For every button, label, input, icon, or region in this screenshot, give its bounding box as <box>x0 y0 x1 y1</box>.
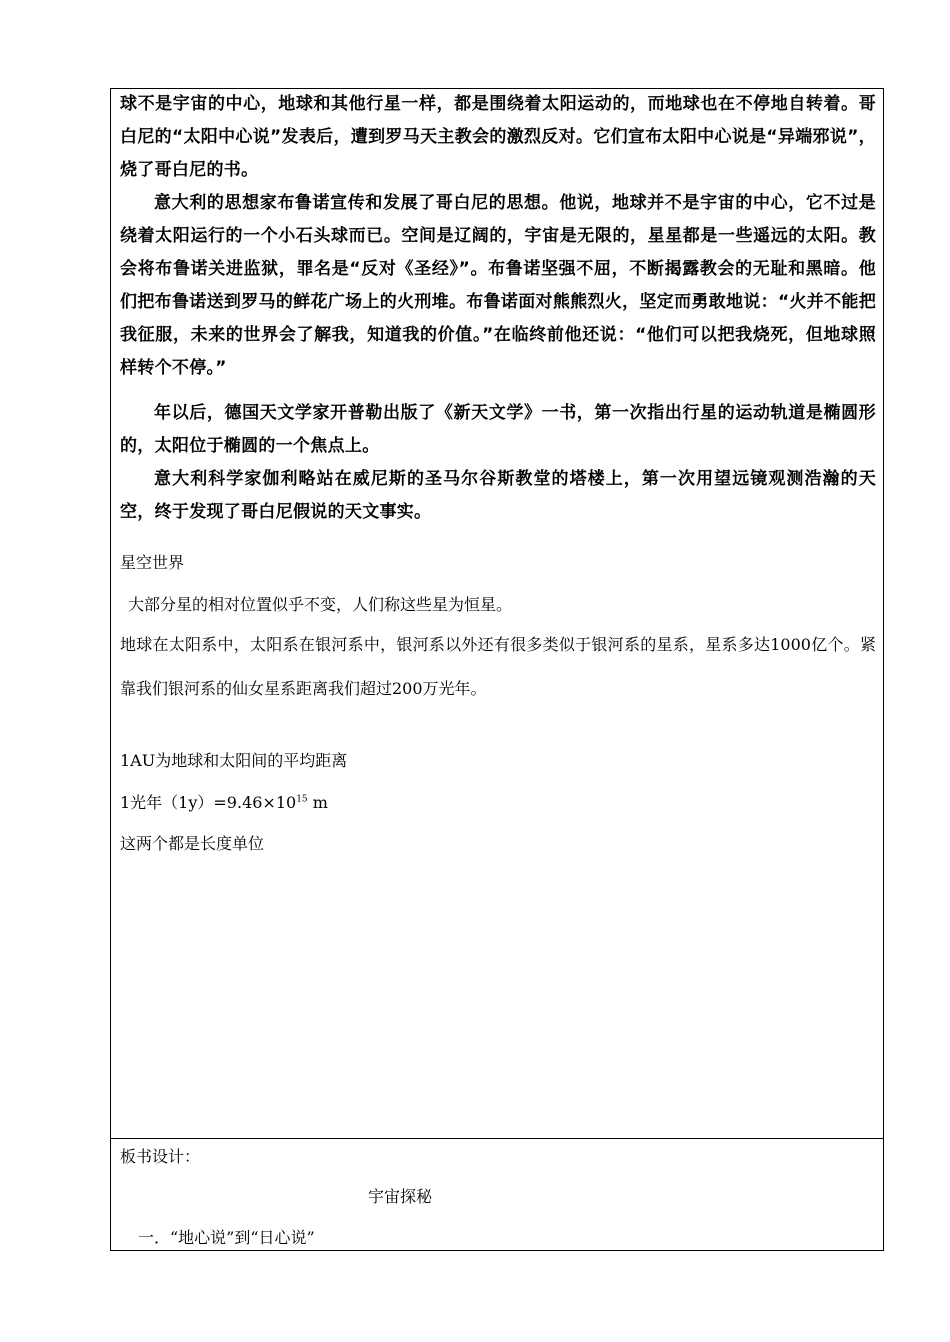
galaxy-text: 地球在太阳系中，太阳系在银河系中，银河系以外还有很多类似于银河系的星系，星系多达1000亿个。紧靠我们银河系的仙女星系距离我们超过200万光年。 <box>120 635 876 698</box>
lightyear-value: 1光年（1y）=9.46×10 <box>120 793 297 812</box>
board-item-1: 一．“地心说”到“日心说” <box>138 1228 315 1247</box>
table-row-divider <box>110 1138 884 1139</box>
board-title: 宇宙探秘 <box>368 1187 433 1206</box>
fixed-stars-text: 大部分星的相对位置似乎不变，人们称这些星为恒星。 <box>128 595 513 614</box>
paragraph-galileo: 意大利科学家伽利略站在威尼斯的圣马尔谷斯教堂的塔楼上，第一次用望远镜观测浩瀚的天空，终于发现了哥白尼假说的天文事实。 <box>120 469 876 522</box>
history-section <box>120 88 876 529</box>
lightyear-exponent: 15 <box>296 794 308 805</box>
section-title-starry-world: 星空世界 <box>120 553 185 572</box>
lightyear-unit: m <box>307 793 328 812</box>
board-design-label: 板书设计： <box>120 1147 201 1166</box>
paragraph-copernicus: 球不是宇宙的中心，地球和其他行星一样，都是围绕着太阳运动的，而地球也在不停地自转着。哥白尼的“太阳中心说”发表后，遭到罗马天主教会的激烈反对。它们宣布太阳中心说是“异端邪说”，烧了哥白尼的书。 <box>120 94 876 180</box>
paragraph-kepler: 年以后，德国天文学家开普勒出版了《新天文学》一书，第一次指出行星的运动轨道是椭圆形的，太阳位于椭圆的一个焦点上。 <box>120 403 876 456</box>
au-definition: 1AU为地球和太阳间的平均距离 <box>120 751 348 770</box>
length-units-note: 这两个都是长度单位 <box>120 834 265 853</box>
lightyear-definition <box>120 792 328 814</box>
paragraph-bruno: 意大利的思想家布鲁诺宣传和发展了哥白尼的思想。他说，地球并不是宇宙的中心，它不过是绕着太阳运行的一个小石头球而已。空间是辽阔的，宇宙是无限的，星星都是一些遥远的太阳。教会将布鲁诺关进监狱，罪名是“反对《圣经》”。布鲁诺坚强不屈，不断揭露教会的无耻和黑暗。他们把布鲁诺送到罗马的鲜花广场上的火刑堆。布鲁诺面对熊熊烈火，坚定而勇敢地说：“火并不能把我征服，未来的世界会了解我，知道我的价值。”在临终前他还说：“他们可以把我烧死，但地球照样转个不停。” <box>120 193 876 378</box>
